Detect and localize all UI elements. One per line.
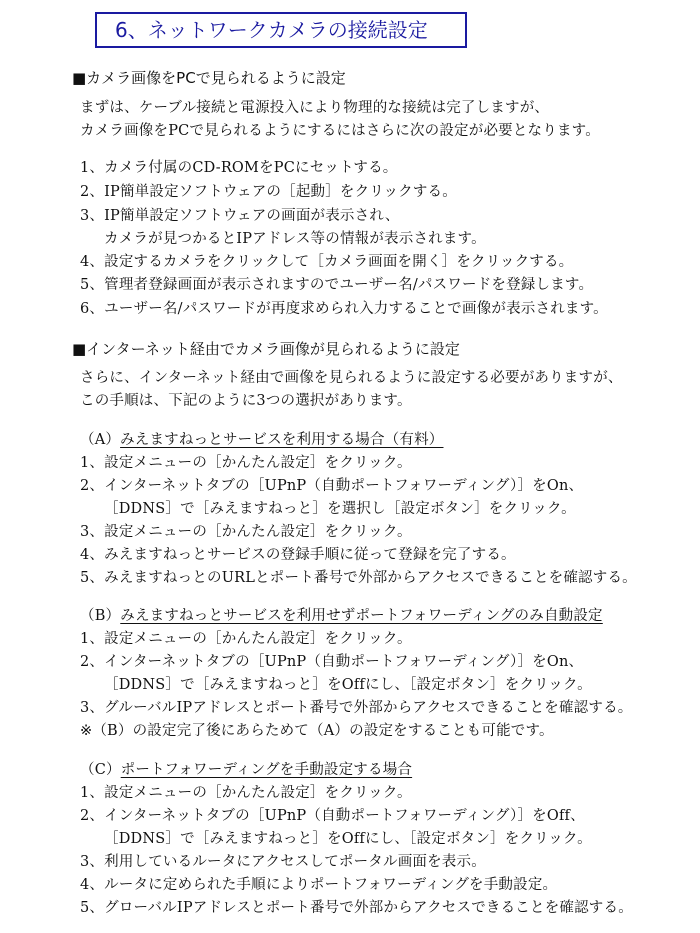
option-a-step: 2、インターネットタブの［UPnP（自動ポートフォワーディング）］をOn、 [80, 478, 584, 494]
option-a-title [80, 430, 443, 450]
option-c-step: 5、グローバルIPアドレスとポート番号で外部からアクセスできることを確認する。 [80, 900, 633, 916]
section1-step: 5、管理者登録画面が表示されますのでユーザー名/パスワードを登録します。 [80, 277, 594, 293]
option-a-step: 3、設定メニューの［かんたん設定］をクリック。 [80, 524, 412, 540]
section1-step: 1、カメラ付属のCD-ROMをPCにセットする。 [80, 160, 398, 176]
option-a-step-continuation: ［DDNS］で［みえますねっと］を選択し［設定ボタン］をクリック。 [104, 501, 576, 517]
section1-step: 2、IP簡単設定ソフトウェアの［起動］をクリックする。 [80, 184, 457, 200]
page-title: 6、ネットワークカメラの接続設定 [95, 12, 467, 48]
option-a-step: 5、みえますねっとのURLとポート番号で外部からアクセスできることを確認する。 [80, 570, 637, 586]
option-a-step: 4、みえますねっとサービスの登録手順に従って登録を完了する。 [80, 547, 516, 563]
option-b-prefix: （B） [80, 608, 121, 624]
section1-step: 6、ユーザー名/パスワードが再度求められ入力することで画像が表示されます。 [80, 301, 608, 317]
section1-intro-line: まずは、ケーブル接続と電源投入により物理的な接続は完了しますが、 [80, 100, 550, 116]
option-c-title [80, 760, 412, 780]
option-a-prefix: （A） [80, 432, 121, 448]
option-c-title-text: ポートフォワーディングを手動設定する場合 [120, 762, 413, 778]
option-c-step: 3、利用しているルータにアクセスしてポータル画面を表示。 [80, 854, 486, 870]
section2-intro-line: さらに、インターネット経由で画像を見られるように設定する必要がありますが、 [80, 370, 623, 386]
option-b-title [80, 606, 603, 626]
section2-intro-line: この手順は、下記のように3つの選択があります。 [80, 393, 412, 409]
option-b-title-text: みえますねっとサービスを利用せずポートフォワーディングのみ自動設定 [120, 608, 603, 624]
option-b-step: 2、インターネットタブの［UPnP（自動ポートフォワーディング）］をOn、 [80, 654, 584, 670]
option-c-step: 2、インターネットタブの［UPnP（自動ポートフォワーディング）］をOff、 [80, 808, 585, 824]
option-b-step: 1、設定メニューの［かんたん設定］をクリック。 [80, 631, 412, 647]
section1-step-continuation: カメラが見つかるとIPアドレス等の情報が表示されます。 [104, 231, 486, 247]
option-c-step: 4、ルータに定められた手順によりポートフォワーディングを手動設定。 [80, 877, 558, 893]
option-b-step-continuation: ［DDNS］で［みえますねっと］をOffにし、［設定ボタン］をクリック。 [104, 677, 592, 693]
option-a-step: 1、設定メニューの［かんたん設定］をクリック。 [80, 455, 412, 471]
section1-heading: ■カメラ画像をPCで見られるように設定 [72, 69, 346, 87]
option-c-prefix: （C） [80, 762, 121, 778]
section1-intro-line: カメラ画像をPCで見られるようにするにはさらに次の設定が必要となります。 [80, 123, 600, 139]
section2-heading: ■インターネット経由でカメラ画像が見られるように設定 [72, 340, 460, 358]
option-a-title-text: みえますねっとサービスを利用する場合（有料） [120, 432, 444, 448]
section1-step: 3、IP簡単設定ソフトウェアの画面が表示され、 [80, 208, 400, 224]
option-c-step-continuation: ［DDNS］で［みえますねっと］をOffにし、［設定ボタン］をクリック。 [104, 831, 592, 847]
section1-step: 4、設定するカメラをクリックして［カメラ画面を開く］をクリックする。 [80, 254, 574, 270]
option-b-note: ※（B）の設定完了後にあらためて（A）の設定をすることも可能です。 [80, 723, 554, 739]
option-b-step: 3、グルーバルIPアドレスとポート番号で外部からアクセスできることを確認する。 [80, 700, 633, 716]
option-c-step: 1、設定メニューの［かんたん設定］をクリック。 [80, 785, 412, 801]
